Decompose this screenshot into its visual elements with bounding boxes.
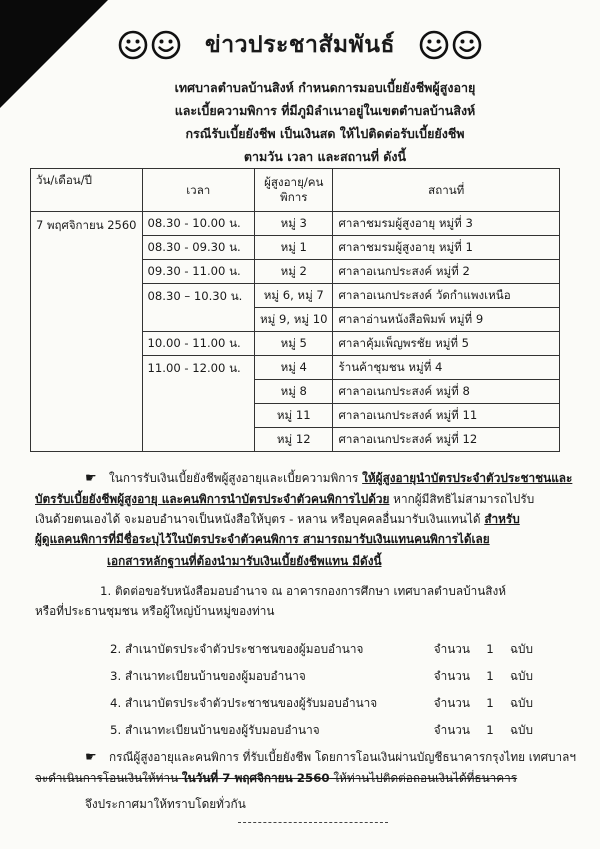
date-cell: [31, 212, 143, 452]
place-cell: ศาลาอเนกประสงค์ หมู่ที่ 8: [333, 380, 560, 404]
para2-date: ในวันที่ 7 พฤศจิกายน 2560: [181, 771, 330, 785]
intro-line: และเบี้ยความพิการ ที่มีภูมิลำเนาอยู่ในเขตตำบลบ้านสิงห์: [174, 103, 476, 118]
place-cell: ร้านค้าชุมชน หมู่ที่ 4: [333, 356, 560, 380]
group-cell: หมู่ 5: [255, 332, 333, 356]
table-row: [31, 212, 560, 236]
para1-emphasis: บัตรรับเบี้ยยังชีพผู้สูงอายุ และคนพิการนำบัตรประจำตัวคนพิการไปด้วย: [35, 492, 390, 506]
doc-qty: 1: [486, 668, 494, 683]
para1-emphasis: ผู้ดูแลคนพิการที่มีชื่อระบุไว้ในบัตรประจำตัวคนพิการ สามารถมารับเงินแทนคนพิการได้เลย: [35, 532, 490, 546]
doc-qty-label: จำนวน: [433, 668, 470, 683]
table-header-row: [31, 169, 560, 212]
list-item: [110, 689, 570, 716]
para1-line1: [35, 468, 573, 489]
place-cell: ศาลาอ่านหนังสือพิมพ์ หมู่ที่ 9: [333, 308, 560, 332]
hand-pointing-icon: ☛: [85, 750, 97, 765]
doc-unit: ฉบับ: [510, 722, 534, 737]
smiley-icon: [452, 30, 482, 60]
doc-qty-label: จำนวน: [433, 641, 470, 656]
place-cell: ศาลาอเนกประสงค์ หมู่ที่ 11: [333, 404, 560, 428]
footer-divider: [238, 822, 388, 823]
time-cell: 08.30 – 10.30 น.: [142, 284, 255, 332]
para1-emphasis: ให้ผู้สูงอายุนำบัตรประจำตัวประชาชนและ: [362, 471, 573, 485]
doc-qty-label: จำนวน: [433, 722, 470, 737]
header-place: สถานที่: [333, 169, 560, 212]
group-cell: หมู่ 2: [255, 260, 333, 284]
doc-list: [110, 635, 570, 743]
header-group: ผู้สูงอายุ/คน พิการ: [255, 169, 333, 212]
announcement-body: [35, 468, 577, 814]
intro-line: ตามวัน เวลา และสถานที่ ดังนี้: [243, 149, 407, 164]
doc-label: 3. สำเนาทะเบียนบ้านของผู้มอบอำนาจ: [110, 668, 306, 683]
smiley-icon: [118, 30, 148, 60]
group-cell: หมู่ 11: [255, 404, 333, 428]
group-cell: หมู่ 8: [255, 380, 333, 404]
doc-unit: ฉบับ: [510, 695, 534, 710]
place-cell: ศาลาอเนกประสงค์ วัดกำแพงเหนือ: [333, 284, 560, 308]
para1-line3: [35, 509, 570, 529]
group-cell: หมู่ 6, หมู่ 7: [255, 284, 333, 308]
para2-text: กรณีผู้สูงอายุและคนพิการ ที่รับเบี้ยยังชีพ โดยการโอนเงินผ่านบัญชีธนาคารกรุงไทย เทศบาลฯ: [109, 750, 577, 764]
doc-unit: ฉบับ: [510, 668, 534, 683]
doc-qty: 1: [486, 641, 494, 656]
para1-continuation: หากผู้มีสิทธิไม่สามารถไปรับ: [389, 492, 535, 506]
group-cell: หมู่ 3: [255, 212, 333, 236]
intro-line: กรณีรับเบี้ยยังชีพ เป็นเงินสด ให้ไปติดต่อรับเบี้ยยังชีพ: [185, 126, 465, 141]
header-date: วัน/เดือน/ปี: [31, 169, 143, 212]
page-title: ข่าวประชาสัมพันธ์: [204, 32, 395, 58]
place-cell: ศาลาอเนกประสงค์ หมู่ที่ 2: [333, 260, 560, 284]
group-cell: หมู่ 9, หมู่ 10: [255, 308, 333, 332]
doc-qty-label: จำนวน: [433, 695, 470, 710]
group-cell: หมู่ 1: [255, 236, 333, 260]
doc-item-1-cont: หรือที่ประธานชุมชน หรือผู้ใหญ่บ้านหมู่ของท่าน: [35, 604, 275, 618]
hand-pointing-icon: ☛: [85, 471, 97, 486]
doc-qty: 1: [486, 695, 494, 710]
group-cell: หมู่ 4: [255, 356, 333, 380]
place-cell: ศาลาอเนกประสงค์ หมู่ที่ 12: [333, 428, 560, 452]
list-item: [110, 716, 570, 743]
time-cell: 10.00 - 11.00 น.: [142, 332, 255, 356]
doc-label: 5. สำเนาทะเบียนบ้านของผู้รับมอบอำนาจ: [110, 722, 320, 737]
doc-label: 2. สำเนาบัตรประจำตัวประชาชนของผู้มอบอำนาจ: [110, 641, 364, 656]
para2-line1: [35, 747, 577, 768]
place-cell: ศาลาชมรมผู้สูงอายุ หมู่ที่ 3: [333, 212, 560, 236]
smiley-icon: [151, 30, 181, 60]
schedule-table: [30, 168, 560, 452]
para1-line2: [35, 489, 570, 509]
title-row: [0, 22, 600, 68]
intro-line: เทศบาลตำบลบ้านสิงห์ กำหนดการมอบเบี้ยยังชีพผู้สูงอายุ: [174, 80, 476, 95]
intro-block: [90, 76, 560, 168]
smiley-icon: [419, 30, 449, 60]
time-cell: 08.30 - 10.00 น.: [142, 212, 255, 236]
docs-heading: เอกสารหลักฐานที่ต้องนำมารับเงินเบี้ยยังชีพแทน มีดังนี้: [107, 554, 382, 568]
doc-unit: ฉบับ: [510, 641, 534, 656]
doc-label: 4. สำเนาบัตรประจำตัวประชาชนของผู้รับมอบอำนาจ: [110, 695, 378, 710]
para2-text: ให้ท่านไปติดต่อถอนเงินได้ที่ธนาคาร: [329, 771, 518, 785]
smiley-group-right: [419, 30, 482, 60]
doc-item-1: 1. ติดต่อขอรับหนังสือมอบอำนาจ ณ อาคารกองการศึกษา เทศบาลตำบลบ้านสิงห์: [100, 584, 507, 598]
para1-emphasis: สำหรับ: [484, 512, 520, 526]
header-time: เวลา: [142, 169, 255, 212]
para1-text: เงินด้วยตนเองได้ จะมอบอำนาจเป็นหนังสือให้บุตร - หลาน หรือบุคคลอื่นมารับเงินแทนได้: [35, 512, 485, 526]
time-cell: 11.00 - 12.00 น.: [142, 356, 255, 452]
para1-lead: ในการรับเงินเบี้ยยังชีพผู้สูงอายุและเบี้ยความพิการ: [109, 471, 359, 485]
doc-qty: 1: [486, 722, 494, 737]
time-cell: 09.30 - 11.00 น.: [142, 260, 255, 284]
closing-line: จึงประกาศมาให้ทราบโดยทั่วกัน: [85, 797, 246, 811]
para2-line2: [35, 768, 570, 788]
time-cell: 08.30 - 09.30 น.: [142, 236, 255, 260]
group-cell: หมู่ 12: [255, 428, 333, 452]
smiley-group-left: [118, 30, 181, 60]
place-cell: ศาลาชมรมผู้สูงอายุ หมู่ที่ 1: [333, 236, 560, 260]
para2-text: จะดำเนินการโอนเงินให้ท่าน: [35, 771, 182, 785]
date-text: 7 พฤศจิกายน 2560: [36, 218, 137, 232]
list-item: [110, 662, 570, 689]
list-item: [110, 635, 570, 662]
place-cell: ศาลาคุ้มเพ็ญพรชัย หมู่ที่ 5: [333, 332, 560, 356]
para1-line4: [35, 529, 570, 549]
